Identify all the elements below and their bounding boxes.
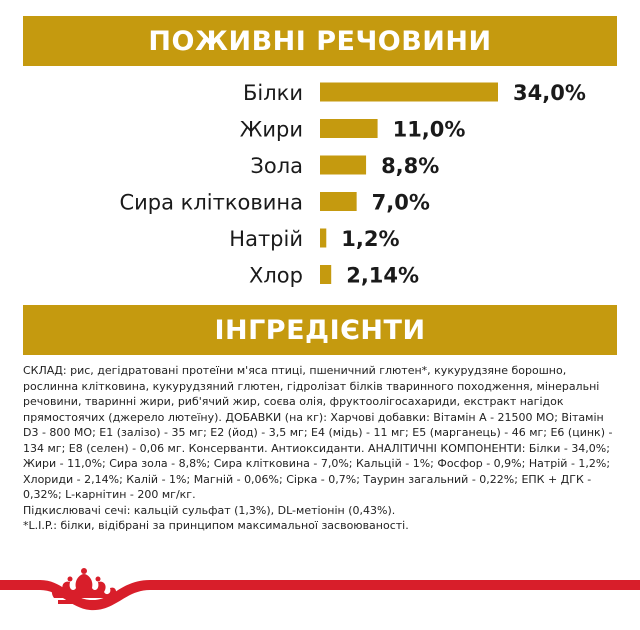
ingredients-banner [23, 305, 617, 355]
category-label: Натрій [229, 227, 303, 251]
nutrient-bar [320, 229, 326, 248]
ingredients-composition: СКЛАД: рис, дегідратовані протеїни м'яса птиці, пшеничний глютен*, кукурудзяне борошно, рослинна клітковина, кукурудзяний глютен, гідролізат білків тваринного походження, мінеральні речовини, тваринні жири, риб'ячий жир, соєва олія, фруктоолігосахариди, екстракт нагідок прямостоячих (джерело лютеїну). ДОБАВКИ (на кг): Харчові добавки: Вітамін A - 21500 МО; Вітамін D3 - 800 МО; E1 (залізо) - 35 мг; E2 (йод) - 3,5 мг; E4 (мідь) - 11 мг; E5 (марганець) - 46 мг; E6 (цинк) - 134 мг; E8 (селен) - 0,06 мг. Консерванти. Антиоксиданти. АНАЛІТИЧНІ КОМПОНЕНТИ: Білки - 34,0%; Жири - 11,0%; Сира зола - 8,8%; Сира клітковина - 7,0%; Кальцій - 1%; Фосфор - 0,9%; Натрій - 1,2%; Хлориди - 2,14%; Калій - 1%; Магній - 0,06%; Сірка - 0,7%; Таурин загальний - 0,22%; ЕПК + ДГК - 0,32%; L-карнітин - 200 мг/кг. [23, 364, 613, 501]
category-label: Сира клітковина [119, 190, 303, 215]
category-label: Жири [239, 117, 303, 142]
nutrients-banner [23, 16, 617, 66]
value-label: 1,2% [341, 227, 400, 251]
value-label: 34,0% [513, 81, 586, 105]
nutrients-bar-chart [0, 70, 640, 290]
value-label: 8,8% [381, 154, 440, 178]
value-label: 11,0% [392, 117, 466, 142]
royal-canin-crown-logo [46, 566, 122, 616]
ingredients-title: ІНГРЕДІЄНТИ [214, 314, 426, 346]
category-label: Зола [250, 154, 303, 178]
nutrient-bar [320, 192, 357, 211]
ingredients-text [23, 363, 621, 534]
nutrient-bar [320, 265, 331, 284]
category-label: Білки [243, 81, 303, 105]
value-label: 7,0% [371, 190, 430, 215]
nutrient-bar [320, 119, 378, 138]
nutrient-bar [320, 156, 366, 175]
urine-acidifiers-note: Підкислювачі сечі: кальцій сульфат (1,3%), DL-метіонін (0,43%). [23, 503, 396, 517]
nutrients-title: ПОЖИВНІ РЕЧОВИНИ [148, 25, 492, 57]
nutrient-bar [320, 83, 498, 102]
lip-footnote: *L.I.P.: білки, відібрані за принципом максимальної засвоюваності. [23, 519, 409, 532]
value-label: 2,14% [346, 263, 420, 288]
category-label: Хлор [249, 263, 303, 288]
